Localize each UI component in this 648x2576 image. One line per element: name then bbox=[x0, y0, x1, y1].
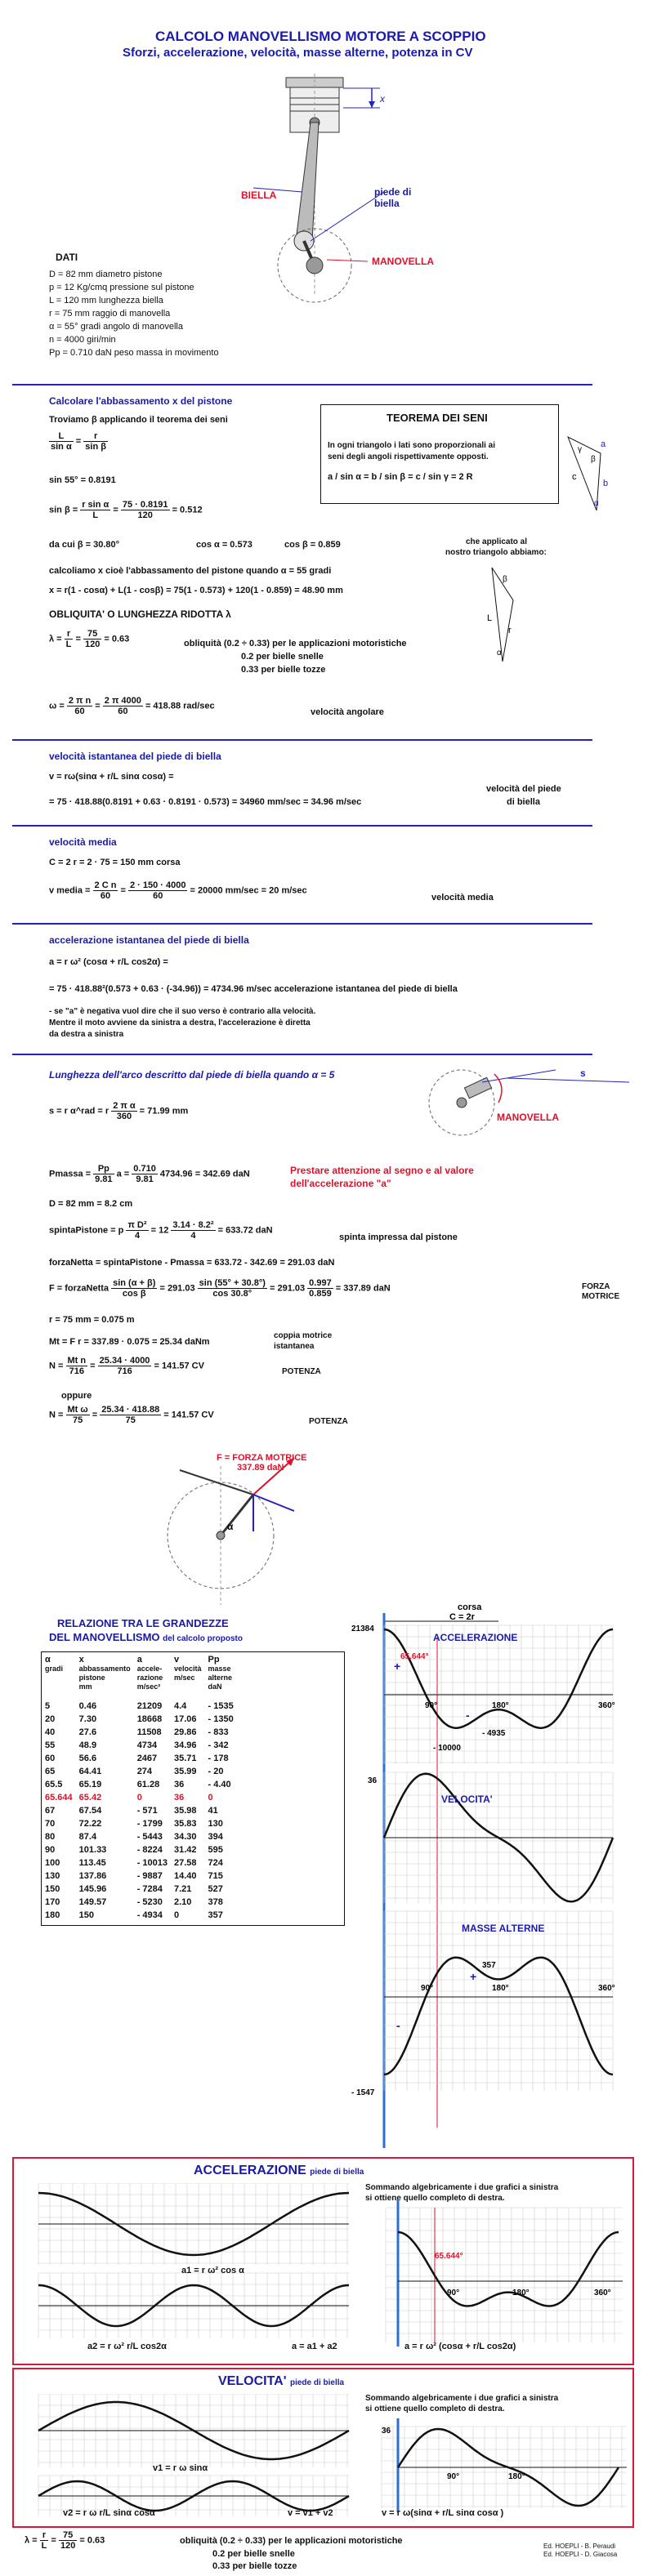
accel-angle: 65.644° bbox=[400, 1652, 429, 1661]
table-cell: - 833 bbox=[208, 1727, 229, 1737]
section2-heading: OBLIQUITA' O LUNGHEZZA RIDOTTA λ bbox=[49, 608, 231, 620]
table-cell: 35.71 bbox=[174, 1754, 197, 1763]
tri-label-gamma: γ bbox=[578, 445, 582, 454]
page-title: CALCOLO MANOVELLISMO MOTORE A SCOPPIO bbox=[155, 29, 486, 44]
obliquita: obliquità (0.2 ÷ 0.33) per le applicazioni motoristiche bbox=[184, 639, 407, 648]
cosa-value: cos α = 0.573 bbox=[196, 540, 252, 550]
dati-line: p = 12 Kg/cmq pressione sul pistone bbox=[49, 283, 194, 292]
table-title: DEL MANOVELLISMO del calcolo proposto bbox=[49, 1631, 243, 1643]
s-label: s bbox=[580, 1067, 586, 1079]
table-cell: - 9887 bbox=[136, 1871, 163, 1881]
masse-bot: - 1547 bbox=[351, 2088, 375, 2097]
table-cell: 65.5 bbox=[45, 1780, 63, 1789]
arc-eq: s = r α^rad = r $\frac{\text{2 π α}}{360}$ = 71.99 mm bbox=[49, 1101, 189, 1121]
table-cell: 31.42 bbox=[174, 1845, 197, 1855]
manovella-label2: MANOVELLA bbox=[497, 1112, 559, 1123]
table-row bbox=[42, 1870, 237, 1883]
force-label: F = FORZA MOTRICE bbox=[217, 1453, 307, 1463]
spinta-eq: spintaPistone = p $\frac{\text{π D²}}{4}$ = 12 $\frac{\text{3.14 · 8.2²}}{4}$ = 633.72 daN bbox=[49, 1220, 273, 1241]
table-header-cell: x abbassamento pistone mm bbox=[78, 1655, 131, 1691]
table-cell: 35.99 bbox=[174, 1767, 197, 1776]
table-row bbox=[42, 1700, 237, 1713]
section-divider bbox=[12, 923, 592, 925]
table-row bbox=[42, 1739, 237, 1752]
tri-label-alpha: α bbox=[497, 648, 502, 657]
teorema-eq: a / sin α = b / sin β = c / sin γ = 2 R bbox=[328, 472, 473, 482]
forza-motrice-eq: F = forzaNetta $\frac{\sin (\alpha + \beta)}{\text{cos β}}$ = 291.03 $\frac{\sin (55^\circ + 30.8^\circ)}{\cos 30.8^\circ}$ = 291.03 $\frac{0.997}{0.859}$ = 337.89 daN bbox=[49, 1278, 391, 1299]
v-calc: = 75 · 418.88(0.8191 + 0.63 · 0.8191 · 0.573) = 34960 mm/sec = 34.96 m/sec bbox=[49, 797, 362, 807]
table-cell: 394 bbox=[208, 1832, 223, 1842]
table-cell: 378 bbox=[208, 1897, 223, 1907]
dati-heading: DATI bbox=[56, 252, 78, 263]
biella-label: BIELLA bbox=[241, 189, 277, 201]
table-row bbox=[42, 1817, 237, 1830]
table-header-cell: a accele- razione m/sec² bbox=[136, 1655, 163, 1691]
table-title: RELAZIONE TRA LE GRANDEZZE bbox=[57, 1617, 229, 1629]
accel-top: 21384 bbox=[351, 1624, 374, 1633]
table-cell: 90 bbox=[45, 1845, 56, 1855]
vmedia-eq: v media = $\frac{\text{2 C n}}{60}$ = $\frac{2 \cdot 150 \cdot 4000}{60}$ = 20000 mm/sec = 20 m/sec bbox=[49, 880, 307, 901]
section-divider bbox=[12, 384, 592, 386]
table-cell: 64.41 bbox=[78, 1767, 102, 1776]
dati-line: Pp = 0.710 daN peso massa in movimento bbox=[49, 348, 219, 358]
table-cell: 80 bbox=[45, 1832, 56, 1842]
table-row bbox=[42, 1896, 237, 1909]
table-cell: 715 bbox=[208, 1871, 223, 1881]
teorema-title: TEOREMA DEI SENI bbox=[387, 412, 488, 424]
table-row bbox=[42, 1713, 237, 1726]
section-divider bbox=[12, 825, 592, 827]
lambda-eq: λ = $\frac{r}{L}$ = $\frac{75}{120}$ = 0.63 bbox=[49, 629, 130, 649]
table-header-cell: Pp masse alterne daN bbox=[208, 1655, 233, 1691]
force-label: 337.89 daN bbox=[237, 1463, 284, 1473]
table-cell: 527 bbox=[208, 1884, 223, 1894]
table-row bbox=[42, 1791, 237, 1804]
table-cell: - 4.40 bbox=[208, 1780, 231, 1789]
a-calc: = 75 · 418.88²(0.573 + 0.63 · (-34.96)) = 4734.96 m/sec accelerazione istantanea del piede di biella bbox=[49, 984, 458, 994]
values-table bbox=[41, 1651, 345, 1926]
sinb-eq: sin β = $\frac{\text{r sin α}}{L}$ = $\frac{75 \cdot 0.8191}{120}$ = 0.512 bbox=[49, 500, 203, 520]
applicato-line: nostro triangolo abbiamo: bbox=[445, 548, 547, 557]
section1-heading: Calcolare l'abbassamento x del pistone bbox=[49, 395, 233, 407]
accelerazione-box bbox=[12, 2157, 634, 2365]
table-cell: 5 bbox=[45, 1701, 51, 1711]
vel-top: 36 bbox=[368, 1776, 378, 1785]
corsa-label: corsa bbox=[458, 1602, 482, 1612]
plus-sign: + bbox=[394, 1660, 401, 1673]
dati-line: D = 82 mm diametro pistone bbox=[49, 270, 163, 279]
v-formula: v = rω(sinα + r/L sinα cosα) = bbox=[49, 772, 174, 782]
forza-motrice-label: FORZA bbox=[582, 1282, 610, 1291]
table-cell: 357 bbox=[208, 1910, 223, 1920]
table-cell: 34.30 bbox=[174, 1832, 197, 1842]
table-cell: 274 bbox=[136, 1767, 153, 1776]
warning-line: dell'accelerazione "a" bbox=[290, 1178, 391, 1189]
corsa-eq: C = 2 r = 2 · 75 = 150 mm corsa bbox=[49, 858, 181, 867]
vmedia-label: velocità media bbox=[431, 893, 494, 902]
table-cell: 21209 bbox=[136, 1701, 163, 1711]
table-cell: 36 bbox=[174, 1793, 185, 1803]
v2-formula: v2 = r ω r/L sinα cosα bbox=[63, 2508, 155, 2518]
table-cell: 7.30 bbox=[78, 1714, 97, 1724]
table-cell: 113.45 bbox=[78, 1858, 106, 1868]
box2-graphs bbox=[22, 2394, 627, 2525]
a-note: - se "a" è negativa vuol dire che il suo verso è contrario alla velocità. bbox=[49, 1007, 316, 1016]
table-cell: 150 bbox=[78, 1910, 95, 1920]
potenza-eq2: N = $\frac{\text{Mt ω}}{75}$ = $\frac{25.34 \cdot 418.88}{75}$ = 141.57 CV bbox=[49, 1405, 214, 1425]
omega-label: velocità angolare bbox=[311, 707, 384, 717]
tick-180: 180° bbox=[508, 2472, 525, 2481]
potenza-eq: N = $\frac{\text{Mt n}}{716}$ = $\frac{25.34 \cdot 4000}{716}$ = 141.57 CV bbox=[49, 1356, 204, 1376]
minus-sign: - bbox=[396, 2019, 400, 2032]
table-cell: - 8224 bbox=[136, 1845, 163, 1855]
arc-diagram bbox=[417, 1054, 629, 1152]
table-cell: 65.644 bbox=[45, 1793, 73, 1803]
crank-triangle bbox=[482, 564, 523, 670]
dati-list bbox=[49, 268, 219, 359]
table-header-cell: α gradi bbox=[45, 1655, 64, 1673]
r-meters: r = 75 mm = 0.075 m bbox=[49, 1315, 135, 1325]
v-label: velocità del piede bbox=[486, 784, 561, 794]
table-cell: 67 bbox=[45, 1806, 56, 1816]
table-cell: 2.10 bbox=[174, 1897, 192, 1907]
table-cell: 60 bbox=[45, 1754, 56, 1763]
table-cell: 17.06 bbox=[174, 1714, 197, 1724]
beta-value: da cui β = 30.80° bbox=[49, 540, 120, 550]
masse-value: 357 bbox=[482, 1961, 496, 1970]
box2-text: si ottiene quello completo di destra. bbox=[365, 2404, 505, 2413]
bielle-tozze: 0.33 per bielle tozze bbox=[241, 665, 326, 675]
table-cell: 65.19 bbox=[78, 1780, 102, 1789]
table-cell: - 1350 bbox=[208, 1714, 234, 1724]
applicato-line: che applicato al bbox=[466, 537, 528, 546]
table-cell: 18668 bbox=[136, 1714, 163, 1724]
box1-text: Sommando algebricamente i due grafici a sinistra bbox=[365, 2183, 559, 2192]
spinta-label: spinta impressa dal pistone bbox=[339, 1232, 458, 1242]
page-subtitle: Sforzi, accelerazione, velocità, masse alterne, potenza in CV bbox=[123, 46, 473, 60]
tick-90: 90° bbox=[421, 1984, 434, 1993]
calc-x: calcoliamo x cioè l'abbassamento del pistone quando α = 55 gradi bbox=[49, 566, 332, 576]
section4-heading: velocità media bbox=[49, 836, 117, 848]
a-note: Mentre il moto avviene da sinistra a destra, l'accelerazione è diretta bbox=[49, 1018, 311, 1027]
teorema-line: seni degli angoli rispettivamente opposti. bbox=[328, 452, 489, 461]
table-cell: 4734 bbox=[136, 1740, 158, 1750]
table-cell: - 571 bbox=[136, 1806, 158, 1816]
section3-heading: velocità istantanea del piede di biella bbox=[49, 751, 221, 762]
table-cell: 149.57 bbox=[78, 1897, 107, 1907]
table-cell: 56.6 bbox=[78, 1754, 97, 1763]
C-label: C = 2r bbox=[449, 1612, 475, 1622]
table-cell: 14.40 bbox=[174, 1871, 197, 1881]
vel-title: VELOCITA' bbox=[441, 1794, 493, 1805]
box1-title: ACCELERAZIONE piede di biella bbox=[194, 2164, 364, 2177]
v-formula-full: v = r ω(sinα + r/L sinα cosα ) bbox=[382, 2508, 504, 2518]
section6-heading: Lunghezza dell'arco descritto dal piede di biella quando α = 5 bbox=[49, 1069, 335, 1081]
table-cell: 35.98 bbox=[174, 1806, 197, 1816]
table-cell: 48.9 bbox=[78, 1740, 97, 1750]
warning-line: Prestare attenzione al segno e al valore bbox=[290, 1165, 474, 1176]
mt-label: istantanea bbox=[274, 1342, 315, 1351]
table-cell: 2467 bbox=[136, 1754, 158, 1763]
box1-text: si ottiene quello completo di destra. bbox=[365, 2194, 505, 2203]
table-row bbox=[42, 1843, 237, 1856]
dati-line: L = 120 mm lunghezza biella bbox=[49, 296, 163, 305]
table-cell: - 5230 bbox=[136, 1897, 163, 1907]
tick-360: 360° bbox=[598, 1701, 615, 1710]
mt-eq: Mt = F r = 337.89 · 0.075 = 25.34 daNm bbox=[49, 1337, 210, 1347]
minus-sign: - bbox=[466, 1709, 470, 1722]
table-cell: - 7284 bbox=[136, 1884, 163, 1894]
credit: Ed. HOEPLI - B. Peraudi bbox=[543, 2543, 616, 2550]
tri-label-r: r bbox=[508, 626, 512, 635]
a-formula-full: a = r ω² (cosα + r/L cos2α) bbox=[404, 2342, 516, 2351]
x-label: x bbox=[380, 93, 385, 105]
table-cell: 67.54 bbox=[78, 1806, 102, 1816]
table-row bbox=[42, 1856, 237, 1870]
table-cell: 27.6 bbox=[78, 1727, 97, 1737]
forza-motrice-label: MOTRICE bbox=[582, 1292, 620, 1301]
sine-triangle bbox=[560, 429, 609, 519]
table-row bbox=[42, 1830, 237, 1843]
tri-label-c: c bbox=[572, 472, 577, 482]
footer-obliq: obliquità (0.2 ÷ 0.33) per le applicazioni motoristiche bbox=[180, 2536, 403, 2546]
a-note: da destra a sinistra bbox=[49, 1030, 124, 1039]
table-cell: 36 bbox=[174, 1780, 185, 1789]
tri-label-alpha: α bbox=[594, 499, 599, 508]
teorema-box bbox=[320, 404, 559, 504]
table-header-cell: v velocità m/sec bbox=[174, 1655, 202, 1682]
potenza-label: POTENZA bbox=[282, 1367, 321, 1376]
tick-180: 180° bbox=[492, 1984, 509, 1993]
tri-label-b: b bbox=[603, 479, 609, 488]
forza-netta: forzaNetta = spintaPistone - Pmassa = 633.72 - 342.69 = 291.03 daN bbox=[49, 1258, 335, 1268]
accel-min: - 10000 bbox=[433, 1744, 461, 1753]
masse-title: MASSE ALTERNE bbox=[462, 1923, 545, 1934]
right-graphs bbox=[351, 1589, 625, 2152]
table-cell: 40 bbox=[45, 1727, 56, 1737]
table-cell: 65.42 bbox=[78, 1793, 102, 1803]
v-sum: v = v1 + v2 bbox=[288, 2508, 333, 2518]
angle-label: 65.644° bbox=[435, 2252, 463, 2261]
alpha-label: α bbox=[227, 1521, 234, 1532]
section-divider bbox=[12, 739, 592, 741]
footer-tozze: 0.33 per bielle tozze bbox=[212, 2561, 297, 2571]
v-top: 36 bbox=[382, 2427, 391, 2436]
tick-360: 360° bbox=[594, 2289, 611, 2297]
table-cell: 100 bbox=[45, 1858, 60, 1868]
table-cell: 20 bbox=[45, 1714, 56, 1724]
table-cell: 0.46 bbox=[78, 1701, 97, 1711]
cosb-value: cos β = 0.859 bbox=[284, 540, 341, 550]
table-cell: - 1799 bbox=[136, 1819, 163, 1829]
table-header bbox=[42, 1656, 237, 1700]
velocita-box bbox=[12, 2368, 634, 2528]
table-cell: 87.4 bbox=[78, 1832, 97, 1842]
sin55: sin 55° = 0.8191 bbox=[49, 475, 116, 485]
table-cell: 0 bbox=[136, 1793, 142, 1803]
a-sum: a = a1 + a2 bbox=[292, 2342, 337, 2351]
dati-line: r = 75 mm raggio di manovella bbox=[49, 309, 171, 319]
tick-90: 90° bbox=[447, 2472, 460, 2481]
tri-label-L: L bbox=[487, 613, 493, 623]
teorema-line: In ogni triangolo i lati sono proporzionali ai bbox=[328, 441, 495, 450]
box2-title: VELOCITA' piede di biella bbox=[218, 2374, 345, 2388]
table-cell: 724 bbox=[208, 1858, 223, 1868]
table-cell: 180 bbox=[45, 1910, 60, 1920]
table-cell: 7.21 bbox=[174, 1884, 192, 1894]
table-cell: - 1535 bbox=[208, 1701, 234, 1711]
x-formula: x = r(1 - cosα) + L(1 - cosβ) = 75(1 - 0.573) + 120(1 - 0.859) = 48.90 mm bbox=[49, 586, 343, 595]
table-cell: - 4934 bbox=[136, 1910, 163, 1920]
table-cell: - 5443 bbox=[136, 1832, 163, 1842]
table-cell: 4.4 bbox=[174, 1701, 187, 1711]
table-row bbox=[42, 1909, 237, 1922]
force-diagram bbox=[131, 1450, 343, 1613]
tick-90: 90° bbox=[447, 2289, 460, 2297]
table-row bbox=[42, 1883, 237, 1896]
table-cell: 29.86 bbox=[174, 1727, 197, 1737]
tri-label-a: a bbox=[601, 439, 606, 449]
table-cell: 72.22 bbox=[78, 1819, 102, 1829]
omega-eq: ω = $\frac{\text{2 π n}}{60}$ = $\frac{2 \pi 4000}{60}$ = 418.88 rad/sec bbox=[49, 696, 215, 716]
v1-formula: v1 = r ω sinα bbox=[153, 2463, 208, 2473]
tick-360: 360° bbox=[598, 1984, 615, 1993]
table-row bbox=[42, 1778, 237, 1791]
table-cell: - 10013 bbox=[136, 1858, 168, 1868]
table-cell: 145.96 bbox=[78, 1884, 107, 1894]
credit: Ed. HOEPLI - D. Giacosa bbox=[543, 2551, 618, 2558]
a-formula: a = r ω² (cosα + r/L cos2α) = bbox=[49, 957, 168, 967]
pmassa-eq: Pmassa = $\frac{Pp}{9.81}$ a = $\frac{0.710}{9.81}$ 4734.96 = 342.69 daN bbox=[49, 1164, 250, 1184]
oppure: oppure bbox=[61, 1391, 92, 1401]
sine-rule-eq: $\frac{L}{\text{sin α}}$ = $\frac{r}{\text{sin β}}$ bbox=[51, 431, 106, 452]
box2-text: Sommando algebricamente i due grafici a sinistra bbox=[365, 2394, 559, 2403]
plus-sign: + bbox=[470, 1970, 477, 1983]
v-label: di biella bbox=[507, 797, 540, 807]
a1-formula: a1 = r ω² cos α bbox=[181, 2266, 244, 2275]
dati-line: n = 4000 giri/min bbox=[49, 335, 116, 345]
table-cell: 137.86 bbox=[78, 1871, 107, 1881]
a2-formula: a2 = r ω² r/L cos2α bbox=[87, 2342, 167, 2351]
tri-label-beta: β bbox=[503, 575, 507, 584]
table-cell: 35.83 bbox=[174, 1819, 197, 1829]
table-cell: 150 bbox=[45, 1884, 60, 1894]
section5-heading: accelerazione istantanea del piede di biella bbox=[49, 934, 249, 946]
dati-line: α = 55° gradi angolo di manovella bbox=[49, 322, 183, 332]
manovella-label: MANOVELLA bbox=[372, 256, 434, 267]
table-row bbox=[42, 1726, 237, 1739]
table-cell: - 20 bbox=[208, 1767, 224, 1776]
table-cell: 11508 bbox=[136, 1727, 162, 1737]
table-cell: 0 bbox=[174, 1910, 180, 1920]
footer-lambda: λ = $\frac{r}{L}$ = $\frac{75}{120}$ = 0.63 bbox=[25, 2530, 105, 2551]
table-cell: - 178 bbox=[208, 1754, 229, 1763]
table-cell: 41 bbox=[208, 1806, 218, 1816]
table-cell: 55 bbox=[45, 1740, 56, 1750]
piede-biella-label: piede di biella bbox=[374, 186, 412, 209]
table-cell: - 342 bbox=[208, 1740, 229, 1750]
table-cell: 595 bbox=[208, 1845, 223, 1855]
box1-graphs bbox=[22, 2183, 627, 2363]
table-row bbox=[42, 1804, 237, 1817]
table-row bbox=[42, 1752, 237, 1765]
table-cell: 130 bbox=[45, 1871, 60, 1881]
table-row bbox=[42, 1765, 237, 1778]
potenza-label2: POTENZA bbox=[309, 1417, 348, 1426]
footer-snelle: 0.2 per bielle snelle bbox=[212, 2549, 295, 2559]
table-cell: 65 bbox=[45, 1767, 56, 1776]
tick-90: 90° bbox=[425, 1701, 438, 1710]
table-cell: 101.33 bbox=[78, 1845, 107, 1855]
tick-180: 180° bbox=[512, 2289, 530, 2297]
table-cell: 170 bbox=[45, 1897, 60, 1907]
table-cell: 70 bbox=[45, 1819, 56, 1829]
mt-label: coppia motrice bbox=[274, 1331, 333, 1340]
table-cell: 61.28 bbox=[136, 1780, 160, 1789]
tick-180: 180° bbox=[492, 1701, 509, 1710]
table-cell: 27.58 bbox=[174, 1858, 197, 1868]
bielle-snelle: 0.2 per bielle snelle bbox=[241, 652, 324, 662]
accel-mid: - 4935 bbox=[482, 1729, 506, 1738]
table-cell: 0 bbox=[208, 1793, 213, 1803]
s1-intro: Troviamo β applicando il teorema dei seni bbox=[49, 415, 228, 425]
table-cell: 34.96 bbox=[174, 1740, 197, 1750]
table-cell: 130 bbox=[208, 1819, 223, 1829]
tri-label-beta: β bbox=[591, 455, 596, 464]
d-cm: D = 82 mm = 8.2 cm bbox=[49, 1199, 133, 1209]
accel-title: ACCELERAZIONE bbox=[433, 1632, 518, 1643]
a-curve bbox=[398, 2232, 619, 2306]
